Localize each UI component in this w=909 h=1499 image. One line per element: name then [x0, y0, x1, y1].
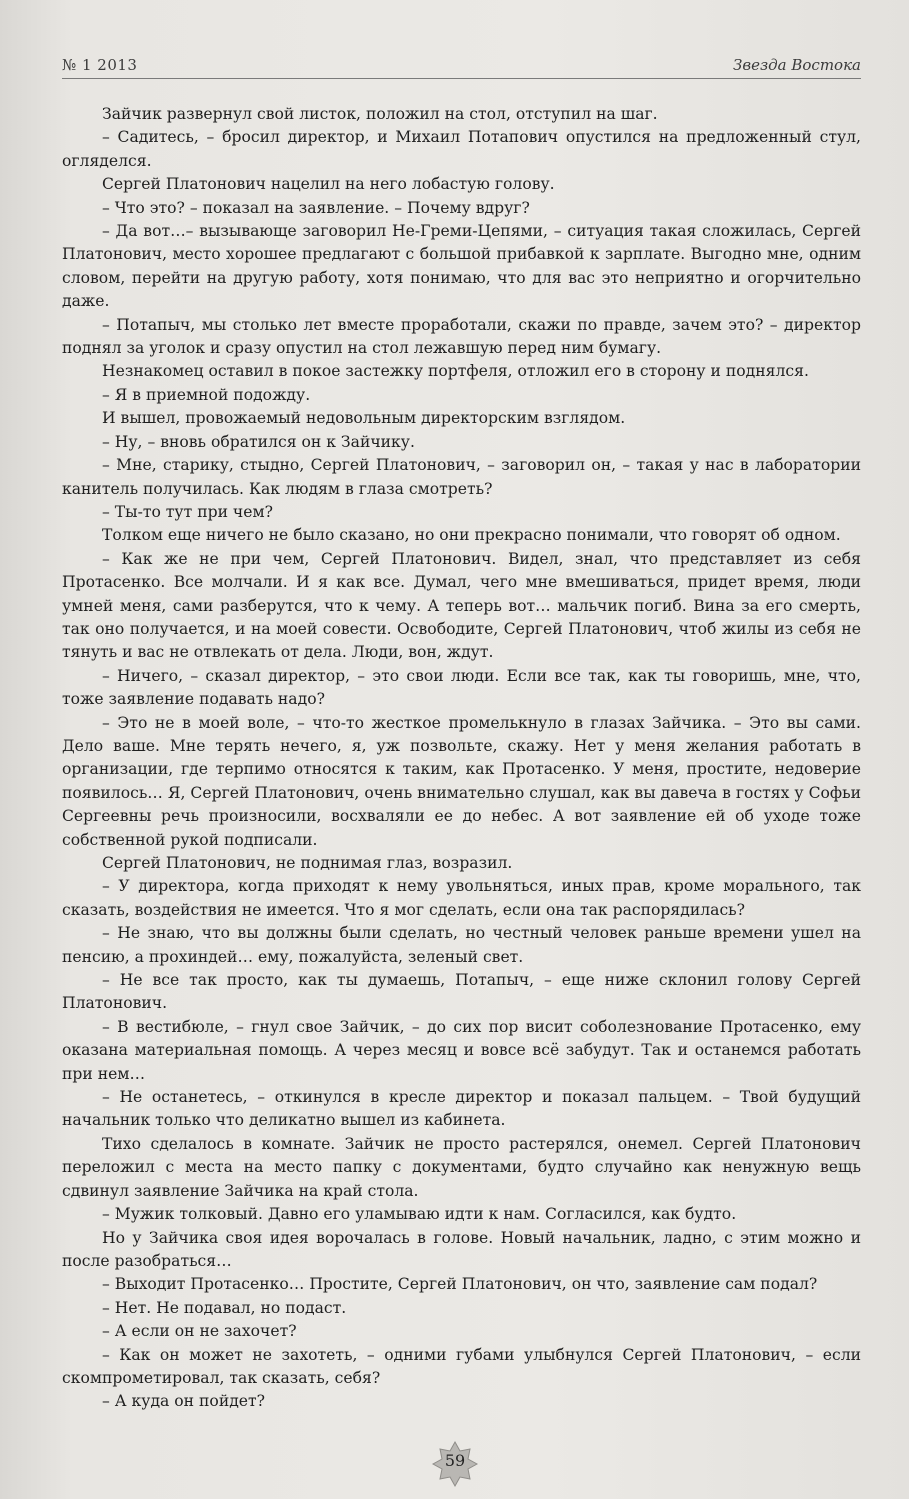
- paragraph: – Ничего, – сказал директор, – это свои люди. Если все так, как ты говоришь, мне, что, тоже заявление подавать надо?: [62, 666, 861, 709]
- paragraph: – Не все так просто, как ты думаешь, Потапыч, – еще ниже склонил голову Сергей Платонович.: [62, 971, 861, 1013]
- paragraph: Но у Зайчика своя идея ворочалась в голове. Новый начальник, ладно, с этим можно и после разобраться…: [62, 1228, 861, 1270]
- paragraph: – Ты-то тут при чем?: [102, 502, 273, 521]
- paragraph: – Это не в моей воле, – что-то жесткое промелькнуло в глазах Зайчика. – Это вы сами. Дело ваше. Мне терять нечего, я, уж позвольте, скажу. Нет у меня желания работать в организации, где терпимо относятся к таким, как Протасенко. У меня, простите, недоверие появилось… Я, Сергей Платонович, очень внимательно слушал, как вы давеча в гостях у Софьи Сергеевны речь произносили, восхваляли ее до небес. А вот заявление ей об уходе тоже собственной рукой подписали.: [62, 713, 861, 849]
- paragraph: – У директора, когда приходят к нему увольняться, иных прав, кроме морального, так сказать, воздействия не имеется. Что я мог сделать, если она так распорядилась?: [62, 877, 861, 919]
- issue-label: № 1 2013: [62, 56, 138, 74]
- paragraph: – Да вот…– вызывающе заговорил Не-Греми-Цепями, – ситуация такая сложилась, Сергей Платонович, место хорошее предлагают с большой прибавкой к зарплате. Выгодно мне, одним словом, перейти на другую работу, хотя понимаю, что для вас это неприятно и огорчительно даже.: [62, 222, 861, 311]
- paragraph: – Садитесь, – бросил директор, и Михаил Потапович опустился на предложенный стул, огляделся.: [62, 128, 861, 170]
- paragraph: – Не останетесь, – откинулся в кресле директор и показал пальцем. – Твой будущий начальник только что деликатно вышел из кабинета.: [62, 1088, 861, 1130]
- paragraph: И вышел, провожаемый недовольным директорским взглядом.: [102, 409, 626, 428]
- paragraph: Сергей Платонович нацелил на него лобастую голову.: [102, 175, 555, 194]
- paragraph: – Потапыч, мы столько лет вместе проработали, скажи по правде, зачем это? – директор поднял за уголок и сразу опустил на стол лежавшую перед ним бумагу.: [62, 315, 861, 358]
- paragraph: – Нет. Не подавал, но подаст.: [102, 1298, 347, 1317]
- paragraph: Тихо сделалось в комнате. Зайчик не просто растерялся, онемел. Сергей Платонович переложил с места на место папку с документами, будто случайно как ненужную вещь сдвинул заявление Зайчика на край стола.: [62, 1134, 861, 1200]
- paragraph: Зайчик развернул свой листок, положил на стол, отступил на шаг.: [102, 105, 658, 123]
- page-footer: [0, 1440, 909, 1490]
- paragraph: Толком еще ничего не было сказано, но они прекрасно понимали, что говорят об одном.: [102, 526, 841, 545]
- header-rule: [62, 78, 861, 79]
- paragraph: Сергей Платонович, не поднимая глаз, возразил.: [102, 854, 513, 872]
- page-number: 59: [444, 1451, 466, 1470]
- paragraph: – Мужик толковый. Давно его уламываю идти к нам. Согласился, как будто.: [102, 1205, 737, 1224]
- paragraph: – Мне, старику, стыдно, Сергей Платонович, – заговорил он, – такая у нас в лаборатории канитель получилась. Как людям в глаза смотреть?: [62, 456, 861, 498]
- paragraph: Незнакомец оставил в покое застежку портфеля, отложил его в сторону и поднялся.: [102, 362, 809, 381]
- journal-title: Звезда Востока: [733, 56, 861, 74]
- paragraph: – А если он не захочет?: [102, 1322, 297, 1341]
- paragraph: – Как он может не захотеть, – одними губами улыбнулся Сергей Платонович, – если скомпрометировал, так сказать, себя?: [62, 1345, 861, 1387]
- paragraph: – Не знаю, что вы должны были сделать, но честный человек раньше времени ушел на пенсию, а прохиндей… ему, пожалуйста, зеленый свет.: [62, 924, 861, 966]
- paragraph: – Что это? – показал на заявление. – Почему вдруг?: [102, 198, 530, 217]
- paragraph: – Как же не при чем, Сергей Платонович. Видел, знал, что представляет из себя Протасенко. Все молчали. И я как все. Думал, чего мне вмешиваться, придет время, люди умней меня, сами разберутся, что к чему. А теперь вот… мальчик погиб. Вина за его смерть, так оно получается, и на моей совести. Освободите, Сергей Платонович, чтоб жилы из себя не тянуть и вас не отвлекать от дела. Люди, вон, ждут.: [62, 549, 861, 662]
- paragraph: – А куда он пойдет?: [102, 1392, 266, 1411]
- running-header: [62, 56, 861, 80]
- paragraph: – Ну, – вновь обратился он к Зайчику.: [102, 432, 415, 451]
- paragraph: – В вестибюле, – гнул свое Зайчик, – до сих пор висит соболезнование Протасенко, ему оказана материальная помощь. А через месяц и вовсе всё забудут. Так и останемся работать при нем…: [62, 1017, 861, 1083]
- paragraph: – Я в приемной подожду.: [102, 385, 311, 404]
- paragraph: – Выходит Протасенко… Простите, Сергей Платонович, он что, заявление сам подал?: [102, 1275, 818, 1294]
- body-text: [62, 103, 861, 1414]
